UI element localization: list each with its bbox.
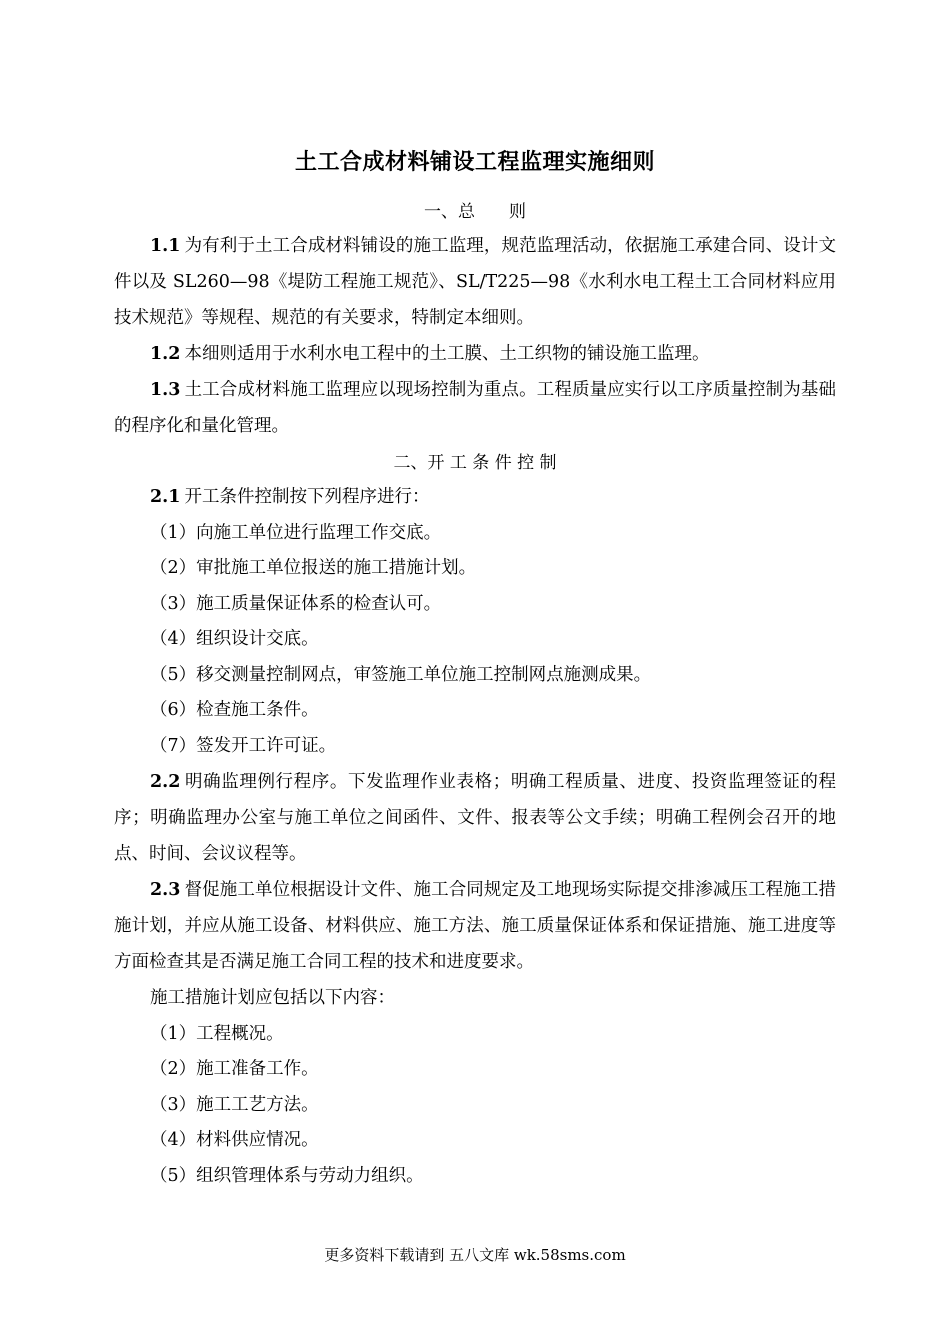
paragraph-plan-contents: 施工措施计划应包括以下内容：	[150, 988, 395, 1008]
list-item: （3）施工工艺方法。	[150, 1095, 319, 1115]
clause-text: 本细则适用于水利水电工程中的土工膜、土工织物的铺设施工监理。	[184, 344, 710, 364]
list-item: （2）施工准备工作。	[150, 1059, 319, 1079]
list-item: （2）审批施工单位报送的施工措施计划。	[150, 558, 477, 578]
paragraph-1-2	[114, 336, 836, 372]
paragraph-1-1	[114, 228, 836, 336]
document-title: 土工合成材料铺设工程监理实施细则	[294, 149, 655, 175]
clause-number: 1.3	[150, 380, 181, 400]
list-item: （5）组织管理体系与劳动力组织。	[150, 1166, 424, 1186]
list-item: （6）检查施工条件。	[150, 700, 319, 720]
paragraph-2-3	[114, 872, 836, 980]
list-item: （3）施工质量保证体系的检查认可。	[150, 594, 442, 614]
clause-number: 2.3	[150, 880, 181, 900]
paragraph-1-3	[114, 372, 836, 444]
list-item: （4）组织设计交底。	[150, 629, 319, 649]
list-item: （4）材料供应情况。	[150, 1130, 319, 1150]
clause-text: 土工合成材料施工监理应以现场控制为重点。工程质量应实行以工序质量控制为基础的程序化和量化管理。	[114, 380, 836, 436]
paragraph-2-2	[114, 764, 836, 872]
clause-number: 1.2	[150, 344, 181, 364]
clause-number: 2.1	[150, 487, 181, 507]
paragraph-2-1	[114, 479, 836, 515]
list-item: （5）移交测量控制网点，审签施工单位施工控制网点施测成果。	[150, 665, 652, 685]
list-item: （1）工程概况。	[150, 1024, 284, 1044]
page-footer: 更多资料下载请到 五八文库 wk.58sms.com	[324, 1246, 626, 1264]
clause-text: 为有利于土工合成材料铺设的施工监理，规范监理活动，依据施工承建合同、设计文件以及 SL260—98《堤防工程施工规范》、SL/T225—98《水利水电工程土工合同材料应用技术规范》等规程、规范的有关要求，特制定本细则。	[114, 236, 836, 328]
clause-number: 2.2	[150, 772, 181, 792]
list-item: （1）向施工单位进行监理工作交底。	[150, 523, 442, 543]
clause-number: 1.1	[150, 236, 181, 256]
clause-text: 督促施工单位根据设计文件、施工合同规定及工地现场实际提交排渗减压工程施工措施计划，并应从施工设备、材料供应、施工方法、施工质量保证体系和保证措施、施工进度等方面检查其是否满足施工合同工程的技术和进度要求。	[114, 880, 836, 972]
section-heading-start-conditions: 二、开 工 条 件 控 制	[393, 453, 557, 473]
section-heading-general: 一、总 则	[424, 202, 526, 222]
clause-text: 明确监理例行程序。下发监理作业表格；明确工程质量、进度、投资监理签证的程序；明确监理办公室与施工单位之间函件、文件、报表等公文手续；明确工程例会召开的地点、时间、会议议程等。	[114, 772, 836, 864]
list-item: （7）签发开工许可证。	[150, 736, 337, 756]
clause-text: 开工条件控制按下列程序进行：	[184, 487, 430, 507]
